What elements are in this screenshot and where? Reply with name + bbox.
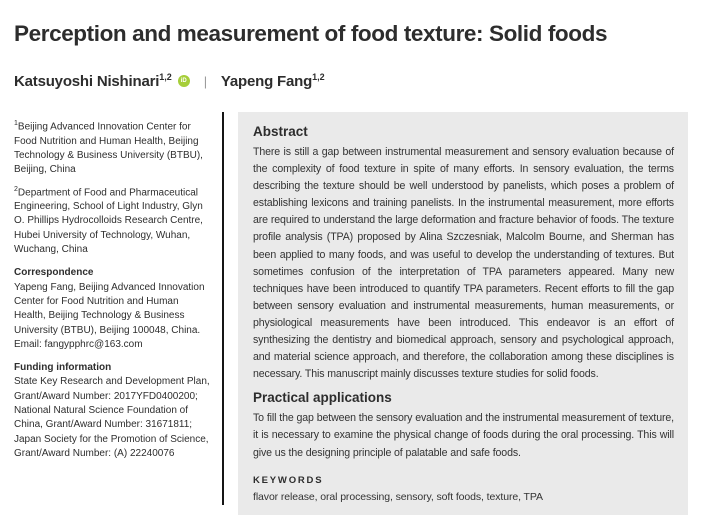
practical-applications-heading: Practical applications: [253, 390, 392, 406]
orcid-icon[interactable]: iD: [178, 75, 190, 87]
funding-heading: Funding information: [14, 362, 112, 374]
funding-text: State Key Research and Development Plan, Grant/Award Number: 2017YFD0400200; National Natural Science Foundation of China, Grant/Award Number: 31671811; Japan Society for the Promotion of Science, Grant/Award Number: (A) 22240076: [14, 376, 210, 459]
author-2-affiliation-sup: 1,2: [312, 72, 325, 82]
abstract-panel: [238, 112, 688, 515]
correspondence-text: Yapeng Fang, Beijing Advanced Innovation Center for Food Nutrition and Human Health, Beijing Technology & Business University (BTBU), Beijing 100048, China.: [14, 281, 205, 336]
author-separator: |: [203, 73, 207, 89]
page-title: Perception and measurement of food texture: Solid foods: [14, 21, 608, 46]
author-1-name: Katsuyoshi Nishinari: [14, 73, 160, 90]
author-row: [14, 72, 688, 90]
correspondence-heading: Correspondence: [14, 267, 94, 279]
affiliation-1-sup: 1: [14, 120, 18, 127]
affiliation-2-sup: 2: [14, 185, 18, 193]
practical-applications-body: To fill the gap between the sensory evaluation and the instrumental measurement of texture, it is necessary to examine the physical change of foods during the oral processing. This will give us the designing principle of palatable and safe foods.: [253, 412, 674, 459]
column-divider-rule: [222, 112, 224, 505]
keywords-list: flavor release, oral processing, sensory, soft foods, texture, TPA: [253, 490, 543, 503]
correspondence-email: Email: fangypphrc@163.com: [14, 338, 143, 350]
author-1-affiliation-sup: 1,2: [159, 72, 172, 82]
affiliation-1-text: Beijing Advanced Innovation Center for Food Nutrition and Human Health, Beijing Technology & Business University (BTBU), Beijing, China: [14, 121, 203, 176]
author-2: [221, 72, 325, 90]
author-2-name: Yapeng Fang: [220, 73, 313, 90]
abstract-body: There is still a gap between instrumental measurement and sensory evaluation because of the complexity of food texture in spite of many efforts. In sensory evaluation, the terms describing the texture should be well understood by panelists, which poses a problem of establishing lexicons and training panelists. In the instrumental measurement, more efforts are required to understand the large deformation and fracture behavior of foods. The texture profile analysis (TPA) proposed by Alina Szczesniak, Malcolm Bourne, and Sherman has been applied to many foods, and was useful to develop the understanding of textures. But sometimes confusion of the interpretation of TPA parameters appeared. Many new techniques have been introduced to quantify TPA parameters. Recent efforts to fill the gap between sensory evaluation and instrumental measurements, human measurements, or physiological measurements have been introduced. This endeavor is an effort of synthesizing the dentistry and biomedical approach, sensory and psychological approach, and material science approach, and therefore, the collaboration among these disciplines is necessary. This manuscript mainly discusses texture studies for solid foods.: [253, 146, 674, 381]
affiliation-2-text: Department of Food and Pharmaceutical Engineering, School of Light Industry, Glyn O. Phillips Hydrocolloids Research Centre, Hubei University of Technology, Wuhan, Wuchang, China: [14, 186, 203, 256]
sidebar: [14, 112, 222, 515]
abstract-heading: Abstract: [253, 124, 308, 139]
main-content: [14, 112, 688, 515]
affiliation-2: [14, 183, 212, 258]
keywords-heading: KEYWORDS: [253, 474, 324, 486]
author-1: [14, 72, 172, 90]
affiliation-1: [14, 117, 212, 178]
